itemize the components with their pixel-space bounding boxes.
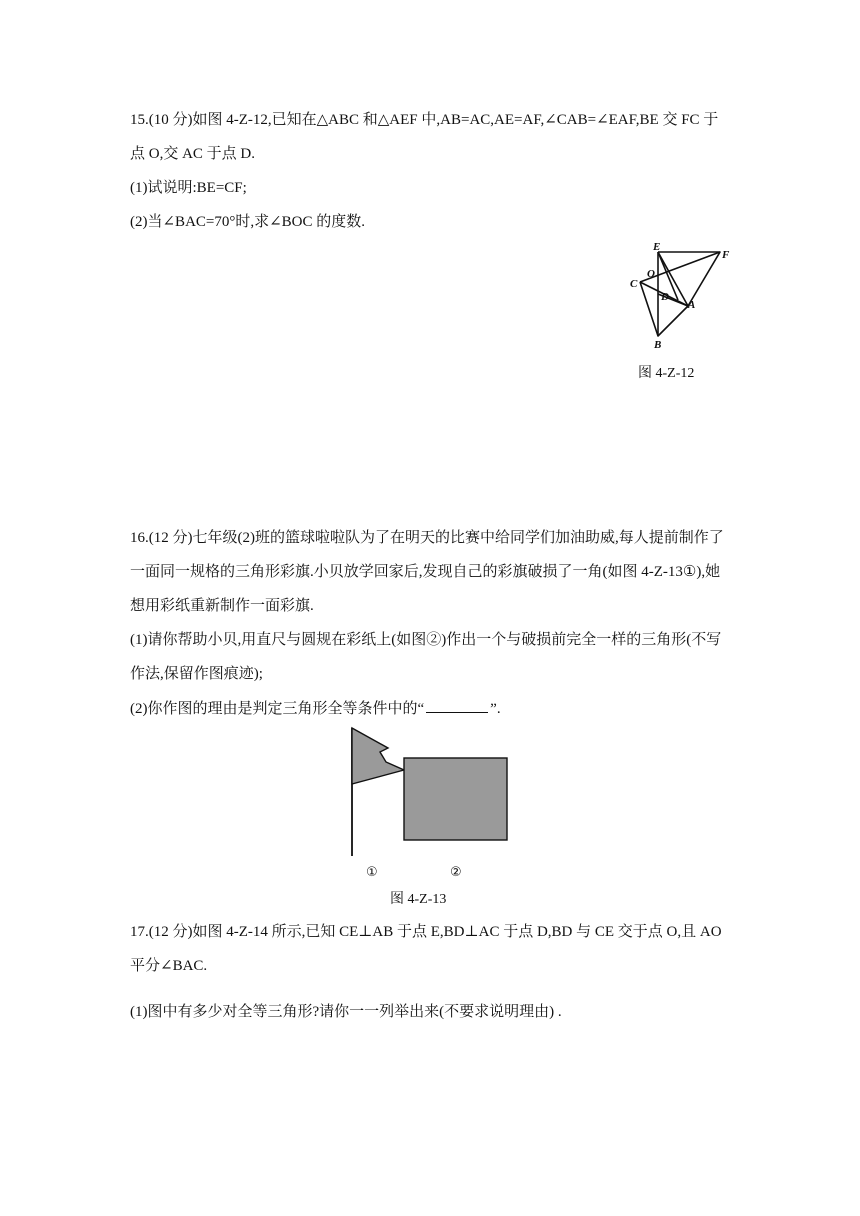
answer-blank[interactable] [426, 698, 488, 713]
q17-stem-line2: 平分∠BAC. [130, 958, 208, 974]
figure-4-z-13 [340, 724, 520, 884]
q16-part1-line2: 作法,保留作图痕迹); [130, 666, 263, 682]
q15-stem-line2: 点 O,交 AC 于点 D. [130, 146, 256, 162]
figure-4-z-12-caption: 图 4-Z-12 [638, 366, 695, 381]
label-e: E [653, 241, 661, 253]
q17-stem-line1: 17.(12 分)如图 4-Z-14 所示,已知 CE⊥AB 于点 E,BD⊥AC 于点 D,BD 与 CE 交于点 O,且 AO [130, 924, 722, 940]
figure-4-z-12 [620, 236, 750, 356]
label-d: D [661, 291, 669, 303]
colored-paper-rect [404, 758, 507, 840]
label-b: B [654, 339, 662, 351]
q17-part1: (1)图中有多少对全等三角形?请你一一列举出来(不要求说明理由) . [130, 1004, 562, 1020]
broken-flag-shape [352, 728, 404, 784]
q16-part2-before: (2)你作图的理由是判定三角形全等条件中的“ [130, 701, 425, 717]
figure-4-z-13-caption: 图 4-Z-13 [390, 892, 447, 907]
figure-label-2: ② [450, 865, 462, 880]
q16-part2 [130, 698, 501, 719]
q15-part2: (2)当∠BAC=70°时,求∠BOC 的度数. [130, 214, 366, 230]
q16-stem-line2: 一面同一规格的三角形彩旗.小贝放学回家后,发现自己的彩旗破损了一角(如图 4-Z-13①),她 [130, 564, 721, 580]
q16-stem-line3: 想用彩纸重新制作一面彩旗. [130, 598, 314, 614]
label-a: A [688, 299, 696, 311]
q16-stem-line1: 16.(12 分)七年级(2)班的篮球啦啦队为了在明天的比赛中给同学们加油助威,每人提前制作了 [130, 530, 724, 546]
q16-part1-line1: (1)请你帮助小贝,用直尺与圆规在彩纸上(如图②)作出一个与破损前完全一样的三角形(不写 [130, 632, 722, 648]
q15-part1: (1)试说明:BE=CF; [130, 180, 247, 196]
label-f: F [722, 249, 730, 261]
label-o: O [647, 268, 655, 280]
q15-stem-line1: 15.(10 分)如图 4-Z-12,已知在△ABC 和△AEF 中,AB=AC,AE=AF,∠CAB=∠EAF,BE 交 FC 于 [130, 112, 719, 128]
q16-part2-after: ”. [490, 701, 501, 717]
figure-label-1: ① [366, 865, 378, 880]
label-c: C [630, 278, 638, 290]
